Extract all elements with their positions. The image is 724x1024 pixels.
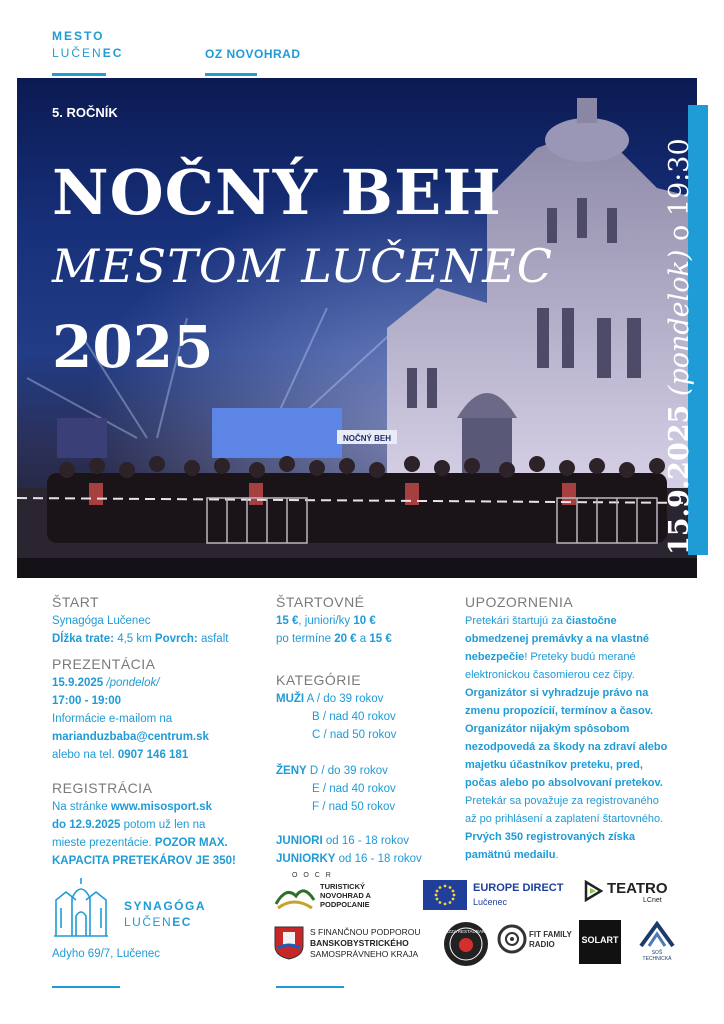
edition-label: 5. ROČNÍK [52,105,118,120]
event-date: 15.9.2025 [664,404,695,555]
up-l6: zmenu propozícií, termínov a časov. [465,705,654,717]
kat-muzi-b: B / nad 40 rokov [312,711,396,723]
up-l3: nebezpečie! Preteky budú merané [465,651,636,663]
up-l1: Pretekári štartujú za čiastočne [465,615,617,627]
title-year: 2025 [52,313,214,381]
up-l5: Organizátor si vyhradzuje právo na [465,687,649,699]
sos-technicka-logo: SOŠ TECHNICKÁ [637,920,677,960]
mesto-lucenec-logo [52,28,123,62]
registracia-capacity: KAPACITA PRETEKÁROV JE 350! [52,855,236,867]
kat-zeny-d: ŽENY D / do 39 rokov [276,765,388,777]
prezentacia-heading: PREZENTÁCIA [52,656,156,672]
oz-novohrad-label: OZ NOVOHRAD [205,47,301,61]
solart-logo: SOLART [579,920,621,964]
contact-phone: alebo na tel. 0907 146 181 [52,749,189,761]
startovne-line2: po termíne 20 € a 15 € [276,633,392,645]
registracia-heading: REGISTRÁCIA [52,780,153,796]
start-place: Synagóga Lučenec [52,615,151,627]
event-time: o 19:30 [664,138,695,241]
bbsk-crest-icon [274,926,304,960]
svg-text:PIZZA RESTAURANT: PIZZA RESTAURANT [444,929,488,934]
up-l10: počas alebo po absolvovaní pretekov. [465,777,663,789]
up-l14: pamätnú medailu. [465,849,559,861]
synagoga-icon [52,876,110,938]
registracia-deadline: do 12.9.2025 potom už len na [52,819,206,831]
radio-icon [497,924,527,954]
kategorie-heading: KATEGÓRIE [276,672,362,688]
kat-juniori: JUNIORI od 16 - 18 rokov [276,835,409,847]
up-l11: Pretekár sa považuje za registrovaného [465,795,659,807]
up-l7: Organizátor nijakým spôsobom [465,723,630,735]
europe-direct-logo: EUROPE DIRECT Lučenec [423,880,563,910]
kat-zeny-e: E / nad 40 rokov [312,783,396,795]
kat-juniorky: JUNIORKY od 16 - 18 rokov [276,853,422,865]
start-heading: ŠTART [52,594,100,610]
prezentacia-info: Informácie e-mailom na [52,713,173,725]
eu-flag-icon [423,880,467,910]
up-l13: Prvých 350 registrovaných získa [465,831,635,843]
fit-family-radio-logo: FIT FAMILY RADIO [497,918,575,958]
sos-technicka-icon [637,920,677,950]
up-l12: až po prihlásení a zaplatení štartovného. [465,813,664,825]
column-warnings [465,592,705,864]
mesto-line2: LUČENEC [52,46,124,60]
mesto-line1: MESTO [52,29,105,43]
oocr-hills-icon [274,880,316,910]
play-icon [583,880,603,902]
up-l4: elektronickou časomierou cez čipy. [465,669,635,681]
prezentacia-date: 15.9.2025 /pondelok/ [52,677,160,689]
event-day: (pondelok) [664,249,695,397]
teatro-logo: TEATRO LCnet [583,878,683,908]
footer-line-left [52,986,120,988]
up-l2: obmedzenej premávky a na vlastné [465,633,650,645]
column-start [52,592,262,870]
prezentacia-time: 17:00 - 19:00 [52,695,122,707]
pizza-badge-icon [443,921,489,967]
footer-line-center [276,986,344,988]
startovne-line1: 15 €, juniori/ky 10 € [276,615,376,627]
registracia-rest: mieste prezentácie. POZOR MAX. [52,837,228,849]
pizza-restaurant-logo [443,921,489,967]
title-line1: NOČNÝ BEH [52,156,502,229]
registration-link[interactable]: www.misosport.sk [110,801,212,813]
oz-underline [205,73,257,76]
event-date-vertical [664,0,724,555]
synagoga-wordmark: SYNAGÓGA LUČENEC [124,899,207,929]
kat-zeny-f: F / nad 50 rokov [312,801,396,813]
title-line2: MESTOM LUČENEC [52,239,553,293]
synagoga-address: Adyho 69/7, Lučenec [52,948,161,960]
up-l9: majetku účastníkov preteku, pred, [465,759,643,771]
registracia-site: Na stránke www.misosport.sk [52,801,212,813]
column-fees [276,592,456,868]
mesto-underline [52,73,106,76]
start-length: Dĺžka trate: 4,5 km Povrch: asfalt [52,633,229,645]
upozornenia-heading: UPOZORNENIA [465,594,574,610]
oocr-logo: O O C R TURISTICKÝ NOVOHRAD A PODPOĽANIE [274,872,404,912]
kat-muzi-c: C / nad 50 rokov [312,729,397,741]
bbsk-logo: S FINANČNOU PODPOROU BANSKOBYSTRICKÉHO SAMOSPRÁVNEHO KRAJA [274,926,434,962]
contact-email[interactable]: marianduzbaba@centrum.sk [52,731,209,743]
startovne-heading: ŠTARTOVNÉ [276,594,365,610]
up-l8: nezodpovedá za škody na zdraví alebo [465,741,668,753]
svg-text:NOČNÝ BEH: NOČNÝ BEH [342,434,392,443]
kat-muzi-a: MUŽI A / do 39 rokov [276,693,384,705]
